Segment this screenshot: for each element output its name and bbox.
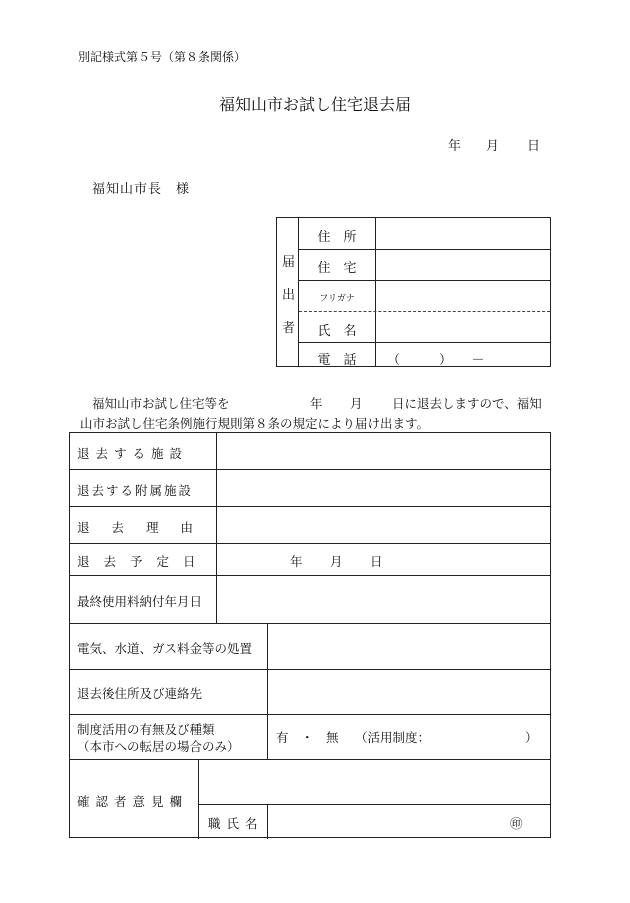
withdrawal-table [69,432,551,838]
program-note: （本市への転居の場合のみ） [77,739,240,754]
program-value: 有 ・ 無 （活用制度： [276,730,430,745]
statement-year: 年 [310,396,323,411]
planned-month: 月 [330,554,343,569]
date-day-label: 日 [527,139,541,154]
reason-label: 退去理由 [77,520,216,535]
seal-mark: ㊞ [510,816,523,831]
page-title: 福知山市お試し住宅退去届 [218,95,411,114]
facility-label: 退去する施設 [77,446,189,461]
applicant-side-label [277,218,299,366]
date-year-label: 年 [448,139,462,154]
new-address-label: 退去後住所及び連絡先 [77,686,203,701]
form-number: 別記様式第５号（第８条関係） [78,50,247,64]
program-label: 制度活用の有無及び種類 [77,722,215,737]
phone-label: 電 話 [317,353,357,368]
staff-name-label: 職氏名 [208,816,264,831]
addressee: 福知山市長 様 [92,182,191,197]
side-char: 届 [282,255,296,270]
statement-line1b: 日に退去しますので、福知 [392,396,542,411]
confirmer-label: 確認者意見欄 [77,794,189,809]
applicant-box [276,217,551,367]
house-label: 住 宅 [317,261,357,276]
planned-day: 日 [370,554,383,569]
side-char: 者 [282,321,296,336]
planned-date-label: 退去予定日 [77,554,210,569]
date-month-label: 月 [486,139,500,154]
name-label: 氏 名 [317,324,357,339]
phone-format: （ ） － [387,353,485,368]
utilities-label: 電気、水道、ガス料金等の処置 [77,641,253,656]
side-char: 出 [282,288,296,303]
planned-year: 年 [290,554,303,569]
address-label: 住 所 [317,230,357,245]
program-close: ） [525,730,538,745]
statement-month: 月 [350,396,363,411]
statement-line1a: 福知山市お試し住宅等を [92,396,230,411]
last-payment-label: 最終使用料納付年月日 [77,594,203,609]
annex-label: 退去する附属施設 [77,483,194,498]
statement-line2: 山市お試し住宅条例施行規則第８条の規定により届け出ます。 [80,416,430,431]
furigana-label: フリガナ [319,294,355,304]
